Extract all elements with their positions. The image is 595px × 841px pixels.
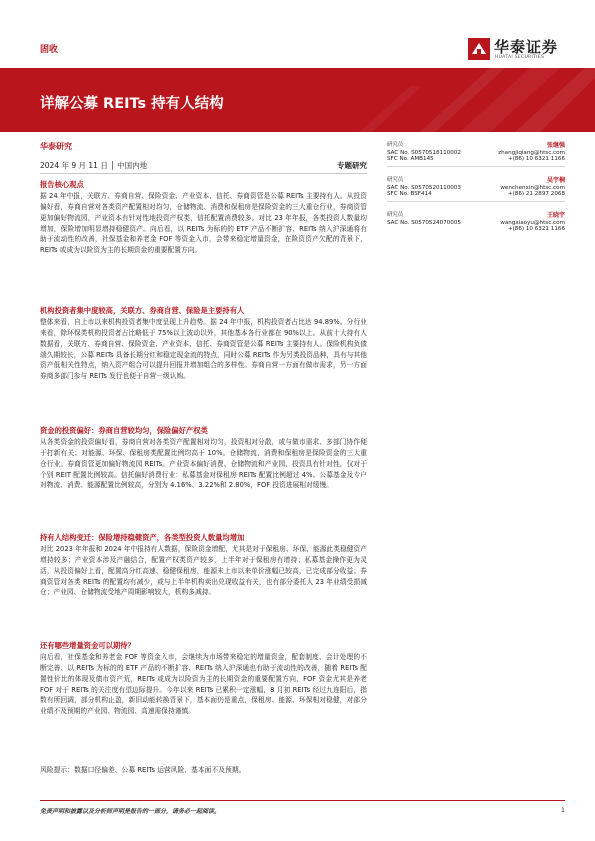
report-dateline: 2024 年 9 月 11 日 │ 中国内地 bbox=[40, 161, 148, 170]
section-structure-change bbox=[40, 533, 367, 598]
analyst-card bbox=[387, 142, 565, 167]
analyst-sfc: SFC No. AMB145 bbox=[387, 156, 434, 163]
footer-divider bbox=[40, 800, 565, 801]
analyst-sfc: SFC No. BSF414 bbox=[387, 191, 432, 198]
analyst-role: 研究员 bbox=[387, 142, 404, 148]
analyst-divider bbox=[387, 166, 565, 167]
footer-disclaimer: 免责声明和披露以及分析师声明是报告的一部分，请务必一起阅读。 bbox=[40, 808, 221, 815]
section-incremental-funds bbox=[40, 641, 367, 717]
company-logo bbox=[468, 36, 568, 66]
section-body: 对比 2023 年年报和 2024 年中报持有人数据，保险资金增配，尤其是对于保租房、环保、能源此类稳健资产增持较多；产业资本涉及产融结合，配置产权类资产较多，上半年对于保租房有增持；私募基金操作更为灵活，从投资偏好上看，配置高分红高速、稳健保租房，能源未上市以来单价涨幅已较高，已完成部分收益；券商资管对各类 REITs 的配置均有减少，或与上半年机构卖出兑现收益有关，也有部分委托人 23 年业绩受损减仓；产业园、仓储物流受地产周期影响较大，机构多减持。 bbox=[40, 545, 367, 597]
section-heading: 机构投资者集中度较高，关联方、券商自营、保险是主要持有人 bbox=[40, 306, 245, 315]
huatai-logo-icon bbox=[468, 38, 490, 60]
section-preferences bbox=[40, 426, 367, 491]
section-body: 从各类资金的投资偏好看，券商自营对各类资产配置相对均匀，投资相对分散，或与做市需求、多部门协作便于打新有关；对能源、环保、保租房类配置比例均高于 10%。仓储物流、消费和保租房是保险资金的三大重仓行业。券商资管更加偏好物流园 REITs。产业资本偏好消费、仓储物流和产业园，投资具有针对性，仅对于个别 REIT 配置比例较高。信托偏好消费行业：私募基金对保租房 REITs 配置比例超过 4%。公募基金及专户对物流、消费、能源配置比例较高，分别为 4.16%、3.22%和 2.80%，FOF 投资进展相对缓慢。 bbox=[40, 438, 367, 490]
report-category-tag: 固收 bbox=[40, 45, 59, 55]
page-number: 1 bbox=[560, 806, 565, 814]
title-banner bbox=[0, 68, 595, 132]
logo-text-cn: 华泰证券 bbox=[494, 38, 559, 56]
section-concentration bbox=[40, 306, 367, 382]
section-heading: 资金的投资偏好：券商自营较均匀，保险偏好产权类 bbox=[40, 426, 208, 435]
logo-text-en: HUATAI SECURITIES bbox=[495, 55, 545, 60]
analyst-name: 王晓宇 bbox=[546, 212, 565, 219]
section-body: 向后看，社保基金和养老金 FOF 等资金入市，会继续为市场带来稳定的增量资金，配套制度、会计处理的不断完善、以 REITs 为标的的 ETF 产品的不断扩容、REITs 纳入沪深通也有助于流动性的改善，随着 REITs 配置性价比的体现及债市资产荒，REITs 或成为以险资为主的长期资金的重要配置方向，FOF 资金尤其是养老 FOF 对于 REITs 的关注度有望边际提升。今年以来 REITs 已累积一定涨幅，8 月初 REITs 经过九连阳后，指数有所回调，部分机构止盈，新旧动能转换背景下，基本面仍是重点，保租房、能源、环保相对稳健，对部分业绩不及预期的产业园、物流园、高速需保持谨慎。 bbox=[40, 653, 367, 716]
analyst-name: 张继强 bbox=[546, 142, 565, 149]
analyst-role: 研究员 bbox=[387, 212, 404, 218]
section-core-view bbox=[40, 180, 367, 256]
report-type: 专题研究 bbox=[337, 161, 367, 170]
analyst-role: 研究员 bbox=[387, 177, 404, 183]
section-heading: 持有人结构变迁：保险增持稳健资产，各类型投资人数量均增加 bbox=[40, 533, 245, 542]
analyst-email[interactable]: wenchenxin@htsc.com bbox=[500, 184, 565, 191]
analyst-sac: SAC No. S0570518110002 bbox=[387, 149, 461, 156]
analyst-card bbox=[387, 212, 565, 233]
section-heading: 还有哪些增量资金可以期待？ bbox=[40, 641, 135, 650]
analyst-card bbox=[387, 177, 565, 202]
analyst-phone: +(86) 21 2897 2068 bbox=[507, 191, 565, 198]
analyst-sac: SAC No. S0570524070005 bbox=[387, 219, 461, 226]
section-heading: 报告核心观点 bbox=[40, 180, 84, 189]
section-body: 整体来看，自上市以来机构投资者集中度呈现上升趋势。据 24 年中报，机构投资者占比达 94.89%。分行业来看，除环保类机构投资者占比略低于 75%以上波动以外，其他基本各行业都在 90%以上。从前十大持有人数据看，关联方、券商自营、保险资金、产业资本、信托、券商资管是公募 REITs 主要持有人。保险机构负债端久期较长，公募 REITs 具备长期分红和稳定现金流的特点，同时公募 REITs 作为另类投资品种，具有与其他资产低相关性特点，纳入资产组合可以提升回报并增加组合的多样性。券商自营一方面有做市需求，另一方面券商多部门参与 REITs 发行也便于自营一级认购。 bbox=[40, 318, 367, 381]
report-title: 详解公募 REITs 持有人结构 bbox=[40, 96, 224, 112]
analyst-email[interactable]: wangxiaoyu@htsc.com bbox=[500, 219, 565, 226]
banner-decoration bbox=[300, 68, 595, 132]
research-dept: 华泰研究 bbox=[40, 142, 72, 151]
risk-warning: 风险提示：数据口径偏差、公募 REITs 运营风险、基本面不及预期。 bbox=[40, 766, 246, 774]
analyst-sac: SAC No. S0570520110003 bbox=[387, 184, 461, 191]
analyst-phone: +(86) 10 6321 1166 bbox=[507, 156, 565, 163]
header-divider bbox=[40, 173, 367, 174]
analyst-name: 吴宇桐 bbox=[546, 177, 565, 184]
analyst-email[interactable]: zhangjiqiang@htsc.com bbox=[498, 149, 565, 156]
analyst-phone: +(86) 10 6321 1166 bbox=[507, 226, 565, 233]
section-body: 据 24 年中报，关联方、券商自营、保险资金、产业资本、信托、券商资管是公募 REITs 主要持有人。从投资偏好看，券商自营对各类资产配置相对均匀，仓储物流、消费和保租房是保险资金的三大重仓行业，券商资管更加偏好物流园，产业资本有针对性地投资产权类，信托配置消费较多。对比 23 年年报，各类投资人数量均增加，保险增加明显增持稳健资产。向后看，以 REITs 为标的的 ETF 产品不断扩容、REITs 纳入沪深通将有助于流动性的改善，社保基金和养老金 FOF 等资金入市，会带来稳定增量资金，在险资资产欠配的背景下，REITs 或成为以险资为主的长期资金的重要配置方向。 bbox=[40, 192, 367, 255]
analyst-divider bbox=[387, 201, 565, 202]
